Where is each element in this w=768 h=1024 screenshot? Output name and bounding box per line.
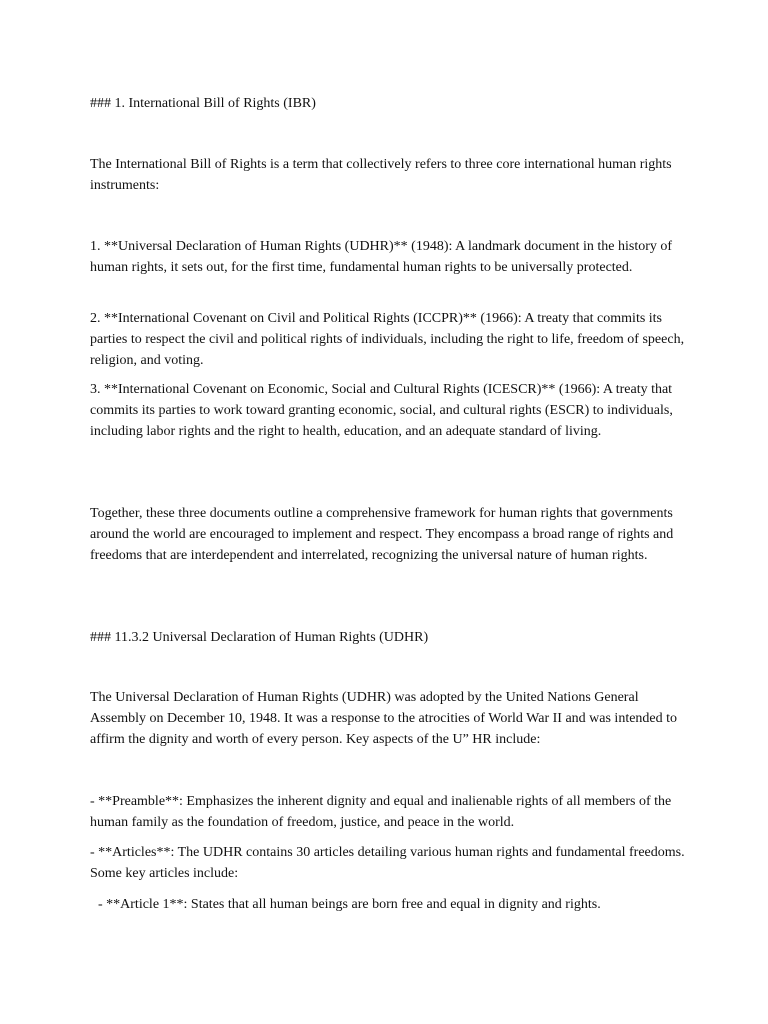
udhr-intro-paragraph: The Universal Declaration of Human Rights (UDHR) was adopted by the United Nations General Assembly on December 10, 1948. It was a response to the atrocities of World War II and was intended to affirm the dignity and worth of every person. Key aspects of the U” HR include:: [90, 690, 678, 747]
ibr-intro-paragraph: The International Bill of Rights is a term that collectively refers to three core international human rights instruments:: [90, 157, 672, 193]
together-paragraph: Together, these three documents outline a comprehensive framework for human rights that governments around the world are encouraged to implement and respect. They encompass a broad range of rights and freedoms that are interdependent and interrelated, recognizing the universal nature of human rights.: [90, 506, 674, 563]
list-item-udhr: 1. **Universal Declaration of Human Rights (UDHR)** (1948): A landmark document in the history of human rights, it sets out, for the first time, fundamental human rights to be universally protected.: [90, 239, 673, 275]
sub-bullet-article-1: - **Article 1**: States that all human beings are born free and equal in dignity and rights.: [98, 897, 601, 912]
list-item-iccpr: 2. **International Covenant on Civil and Political Rights (ICCPR)** (1966): A treaty that commits its parties to respect the civil and political rights of individuals, including the right to life, freedom of speech, religion, and voting.: [90, 311, 685, 368]
list-item-icescr: 3. **International Covenant on Economic, Social and Cultural Rights (ICESCR)** (1966): A treaty that commits its parties to work toward granting economic, social, and cultural rights (ESCR) to individuals, including labor rights and the right to health, education, and an adequate standard of living.: [90, 382, 673, 439]
bullet-articles: - **Articles**: The UDHR contains 30 articles detailing various human rights and fundamental freedoms. Some key articles include:: [90, 845, 685, 881]
section-heading-udhr: ### 11.3.2 Universal Declaration of Human Rights (UDHR): [90, 630, 429, 645]
section-heading-ibr: ### 1. International Bill of Rights (IBR): [90, 96, 316, 111]
bullet-preamble: - **Preamble**: Emphasizes the inherent dignity and equal and inalienable rights of all members of the human family as the foundation of freedom, justice, and peace in the world.: [90, 794, 672, 830]
